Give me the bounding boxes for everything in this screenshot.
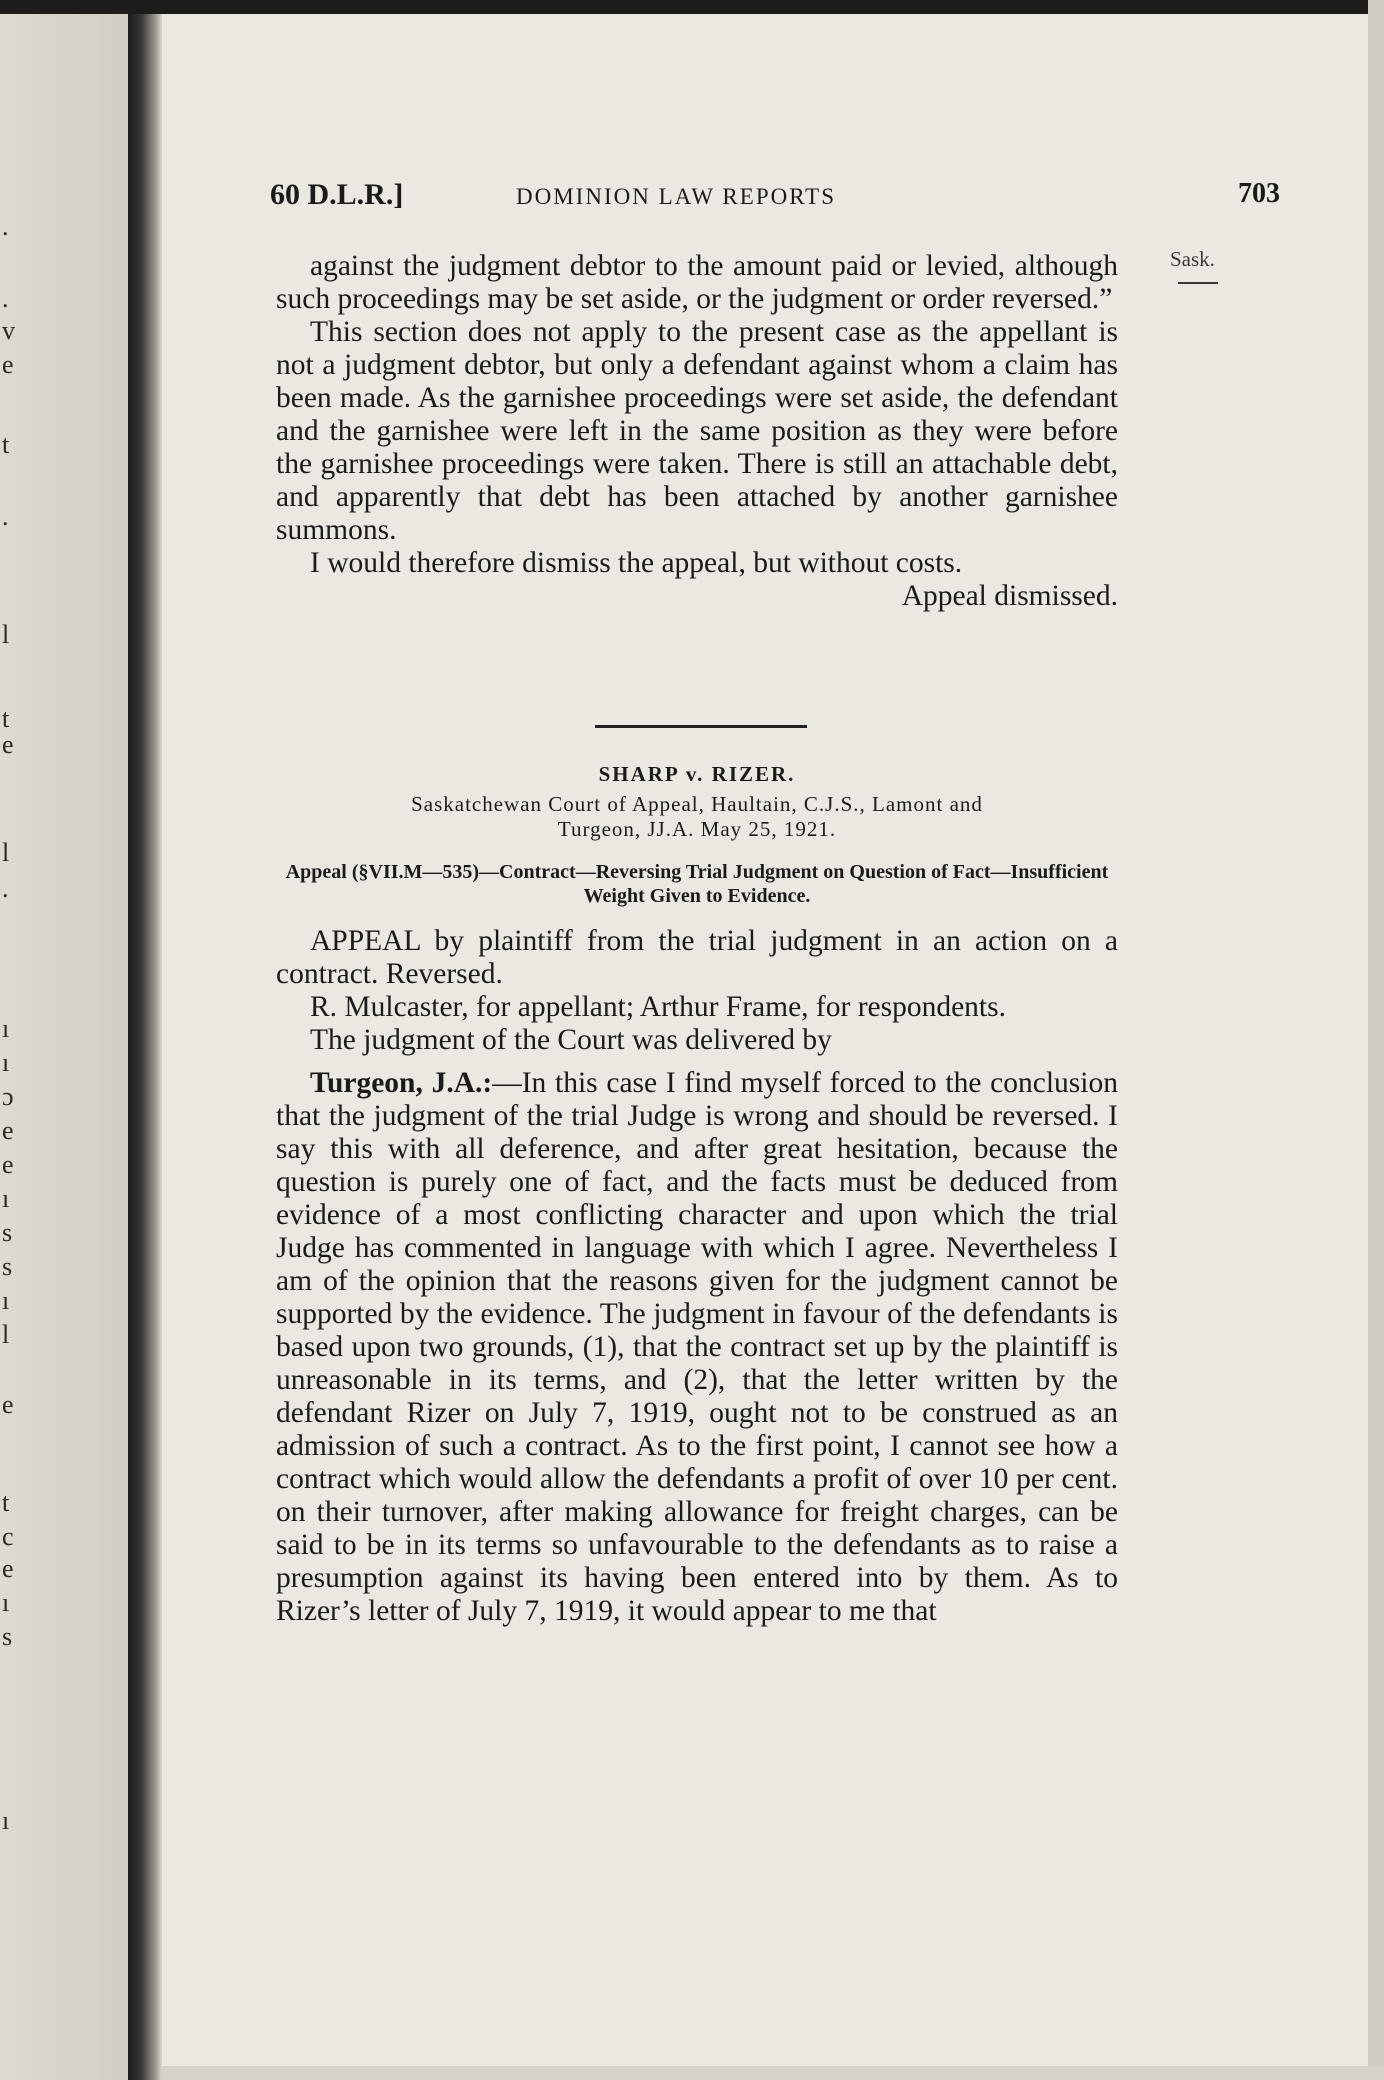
appeal-statement <box>276 925 1118 991</box>
court-and-date <box>276 792 1118 842</box>
margin-fragment: e <box>2 350 14 379</box>
appeal-text: by plaintiff from the trial judgment in an action on a contract. Reversed. <box>276 925 1118 990</box>
margin-fragment: ı <box>2 1588 10 1617</box>
margin-fragment: v <box>2 316 15 345</box>
counsel-line: R. Mulcaster, for appellant; Arthur Frame, for respondents. <box>310 991 1006 1023</box>
page-number: 703 <box>1238 178 1280 209</box>
case-body <box>276 925 1118 1628</box>
margin-fragment: l <box>2 1320 10 1349</box>
volume-citation: 60 D.L.R.] <box>270 178 404 211</box>
margin-fragment: t <box>2 1488 10 1517</box>
margin-fragment: l <box>2 620 10 649</box>
page-right-edge <box>1368 0 1384 2080</box>
quote-ending: against the judgment debtor to the amount paid or levied, although such proceedings may be set aside, or the judgment or order reversed.” <box>276 250 1118 315</box>
court-line-2: Turgeon, JJ.A. May 25, 1921. <box>557 817 837 841</box>
case-separator-rule <box>595 725 807 728</box>
margin-fragment: ı <box>2 1048 10 1077</box>
paragraph: I would therefore dismiss the appeal, but without costs. <box>310 547 963 579</box>
margin-fragment: t <box>2 430 10 459</box>
case-title: SHARP v. RIZER. <box>598 762 796 786</box>
margin-fragment: c <box>2 1522 14 1551</box>
previous-case-continuation <box>276 250 1118 613</box>
judgment-text: —In this case I find myself forced to the conclusion that the judgment of the trial Judge is wrong and should be reversed. I say this with all deference, and after great hesitation, because the question is purely one of fact, and the facts must be deduced from evidence of a most conflicting character and upon which the trial Judge has commented in language with which I agree. Nevertheless I am of the opinion that the reasons given for the judgment cannot be supported by the evidence. The judgment in favour of the defendants is based upon two grounds, (1), that the contract set up by the plaintiff is unreasonable in its terms, and (2), that the letter written by the defendant Rizer on July 7, 1919, ought not to be construed as an admission of such a contract. As to the first point, I cannot see how a contract which would allow the defendants a profit of over 10 per cent. on their turnover, after making allowance for freight charges, can be said to be in its terms so unfavourable to the defendants as to raise a presumption against its having been entered into by them. As to Rizer’s letter of July 7, 1919, it would appear to me that <box>276 1067 1118 1627</box>
margin-fragment: e <box>2 1150 14 1179</box>
margin-fragment: ı <box>2 1286 10 1315</box>
margin-fragment: ɔ <box>2 1082 14 1111</box>
margin-fragment: e <box>2 1554 14 1583</box>
margin-fragment: s <box>2 1252 13 1281</box>
scan-top-border <box>0 0 1384 14</box>
paragraph: This section does not apply to the present case as the appellant is not a judgment debtor, but only a defendant against whom a claim has been made. As the garnishee proceedings were set aside, the defendant and the garnishee were left in the same position as they were before the garnishee proceedings were taken. There is still an attachable debt, and apparently that debt has been attached by another garnishee summons. <box>276 316 1118 546</box>
judge-name: Turgeon, J.A.: <box>310 1067 493 1099</box>
judgment-paragraph <box>276 1067 1118 1628</box>
facing-page-edge <box>0 14 128 2080</box>
margin-note-rule <box>1178 282 1218 284</box>
margin-fragment: s <box>2 1218 13 1247</box>
margin-fragment: e <box>2 1116 14 1145</box>
margin-fragment: l <box>2 838 10 867</box>
jurisdiction-margin-note: Sask. <box>1170 247 1215 271</box>
appeal-label: APPEAL <box>310 925 421 957</box>
running-head <box>270 178 1280 218</box>
disposition: Appeal dismissed. <box>901 580 1118 612</box>
margin-fragment: t <box>2 704 10 733</box>
margin-fragment: . <box>2 874 9 903</box>
margin-fragment: . <box>2 212 9 241</box>
margin-fragment: e <box>2 730 14 759</box>
margin-fragment: ı <box>2 1806 10 1835</box>
margin-fragment: s <box>2 1622 13 1651</box>
margin-fragment: . <box>2 284 9 313</box>
reporter-title: DOMINION LAW REPORTS <box>516 184 837 209</box>
book-gutter-shadow <box>128 14 162 2080</box>
headnote: Appeal (§VII.M—535)—Contract—Reversing Trial Judgment on Question of Fact—Insufficient Weight Given to Evidence. <box>285 861 1109 907</box>
margin-fragment: . <box>2 502 9 531</box>
court-line-1: Saskatchewan Court of Appeal, Haultain, C.J.S., Lamont and <box>411 792 983 816</box>
margin-fragment: ı <box>2 1184 10 1213</box>
margin-fragment: e <box>2 1390 14 1419</box>
margin-fragment: ı <box>2 1014 10 1043</box>
delivered-line: The judgment of the Court was delivered by <box>310 1024 832 1056</box>
page-bottom-edge <box>162 2066 1384 2080</box>
